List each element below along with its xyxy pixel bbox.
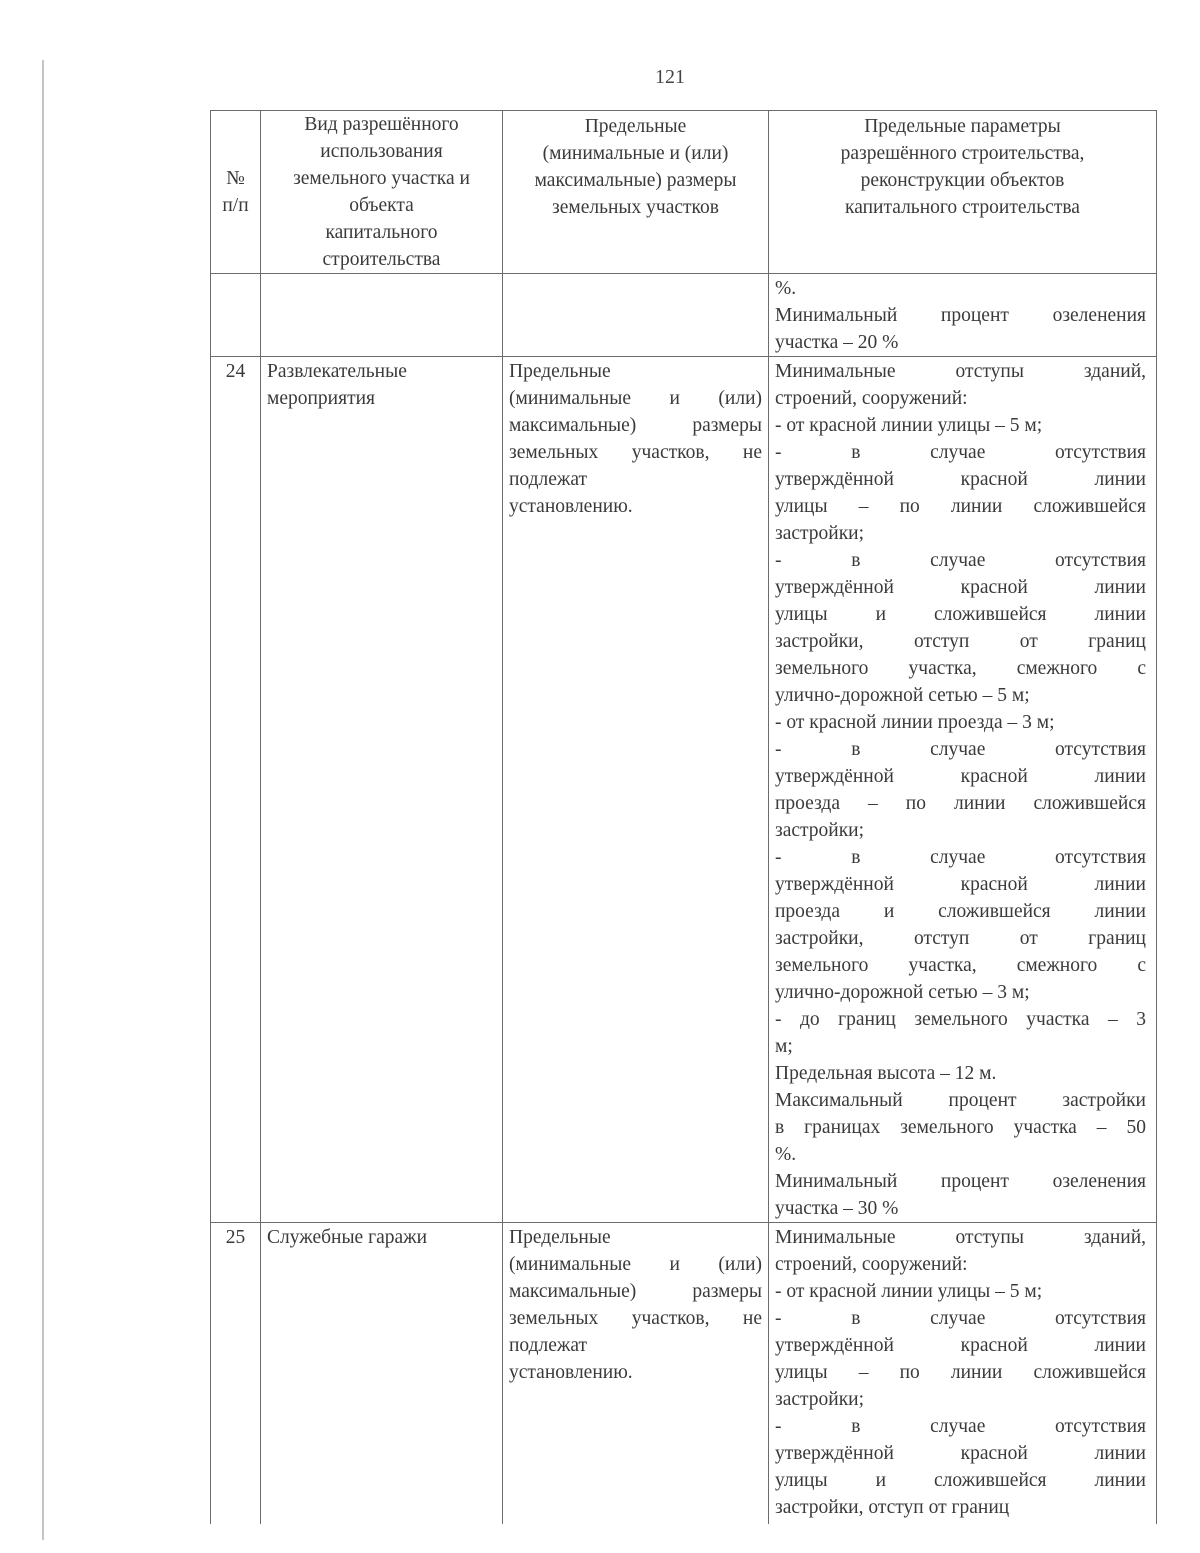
cell-line: максимальные) размеры	[534, 170, 737, 191]
table-container	[196, 108, 1162, 1524]
cell-line: проезда и сложившейся линии	[775, 901, 1146, 922]
cell-line: (минимальные и (или)	[509, 388, 762, 409]
cell-line: улицы – по линии сложившейся	[775, 496, 1146, 517]
cell-line: утверждённой красной линии	[775, 766, 1146, 787]
cell-plot-sizes	[503, 1223, 769, 1525]
cell-line: установлению.	[509, 496, 633, 517]
cell-line: Минимальный процент озеленения	[775, 1171, 1146, 1192]
cell-line: улицы – по линии сложившейся	[775, 1362, 1146, 1383]
cell-line: - в случае отсутствия	[775, 550, 1146, 571]
cell-num	[211, 274, 261, 357]
cell-line: Предельные	[509, 361, 611, 382]
cell-line: улично-дорожной сетью – 3 м;	[775, 982, 1030, 1003]
cell-line: - от красной линии улицы – 5 м;	[775, 415, 1043, 436]
table-row-continuation	[211, 274, 1157, 357]
table-row-24	[211, 357, 1157, 1223]
header-plot-sizes	[503, 111, 769, 274]
cell-line: строений, сооружений:	[775, 388, 968, 409]
cell-line: Минимальные отступы зданий,	[775, 1227, 1146, 1248]
cell-build-params	[769, 357, 1157, 1223]
cell-use-type	[261, 1223, 503, 1525]
cell-line: Развлекательные	[267, 361, 407, 382]
cell-line: %.	[775, 278, 797, 299]
header-build-params	[769, 111, 1157, 274]
cell-use-type	[261, 357, 503, 1223]
cell-line: использования	[320, 141, 443, 162]
cell-line: земельных участков, не	[509, 442, 762, 463]
cell-line: проезда – по линии сложившейся	[775, 793, 1146, 814]
cell-line: застройки, отступ от границ	[775, 631, 1146, 652]
cell-line: Минимальные отступы зданий,	[775, 361, 1146, 382]
cell-line: Вид разрешённого	[304, 114, 459, 135]
cell-build-params	[769, 1223, 1157, 1525]
cell-line: земельного участка и	[293, 168, 470, 189]
cell-line: - от красной линии улицы – 5 м;	[775, 1281, 1043, 1302]
cell-line: застройки, отступ от границ	[775, 1497, 1010, 1518]
cell-line: капитального	[325, 222, 438, 243]
cell-plot-sizes	[503, 274, 769, 357]
table-header-row	[211, 111, 1157, 274]
cell-line: - в случае отсутствия	[775, 739, 1146, 760]
cell-line: максимальные) размеры	[509, 415, 762, 436]
cell-line: подлежат	[509, 469, 588, 490]
cell-line: улицы и сложившейся линии	[775, 604, 1146, 625]
cell-line: земельных участков	[552, 197, 719, 218]
zoning-table	[210, 110, 1157, 1524]
cell-line: застройки;	[775, 1389, 865, 1410]
cell-line: объекта	[349, 195, 414, 216]
cell-build-params	[769, 274, 1157, 357]
cell-line: в границах земельного участка – 50	[775, 1117, 1146, 1138]
cell-line: утверждённой красной линии	[775, 1443, 1146, 1464]
cell-line: строений, сооружений:	[775, 1254, 968, 1275]
cell-line: установлению.	[509, 1362, 633, 1383]
cell-line: - в случае отсутствия	[775, 1308, 1146, 1329]
cell-line: земельного участка, смежного с	[775, 658, 1146, 679]
cell-line: Служебные гаражи	[267, 1227, 428, 1248]
cell-line: (минимальные и (или)	[509, 1254, 762, 1275]
cell-line: утверждённой красной линии	[775, 874, 1146, 895]
cell-line: застройки;	[775, 820, 865, 841]
left-margin-line	[42, 60, 44, 1540]
cell-use-type	[261, 274, 503, 357]
table-row-25	[211, 1223, 1157, 1525]
header-use-type	[261, 111, 503, 274]
cell-line: м;	[775, 1036, 793, 1057]
cell-line: - в случае отсутствия	[775, 1416, 1146, 1437]
cell-line: - в случае отсутствия	[775, 442, 1146, 463]
cell-plot-sizes	[503, 357, 769, 1223]
cell-line: строительства	[322, 249, 441, 270]
cell-line: разрешённого строительства,	[840, 143, 1085, 164]
cell-line: застройки, отступ от границ	[775, 928, 1146, 949]
cell-num: 25	[211, 1223, 261, 1525]
page-number: 121	[655, 66, 685, 88]
cell-num: 24	[211, 357, 261, 1223]
cell-line: реконструкции объектов	[860, 170, 1065, 191]
cell-line: максимальные) размеры	[509, 1281, 762, 1302]
cell-line: улично-дорожной сетью – 5 м;	[775, 685, 1030, 706]
cell-line: утверждённой красной линии	[775, 1335, 1146, 1356]
cell-line: Предельные	[509, 1227, 611, 1248]
header-num: № п/п	[211, 111, 261, 274]
cell-line: Предельные	[584, 116, 687, 137]
cell-line: мероприятия	[267, 388, 376, 409]
cell-line: подлежат	[509, 1335, 588, 1356]
cell-line: Максимальный процент застройки	[775, 1090, 1146, 1111]
cell-line: капитального строительства	[845, 197, 1080, 218]
cell-line: Предельные параметры	[864, 116, 1061, 137]
cell-line: утверждённой красной линии	[775, 577, 1146, 598]
cell-line: земельных участков, не	[509, 1308, 762, 1329]
cell-line: - в случае отсутствия	[775, 847, 1146, 868]
cell-line: %.	[775, 1144, 797, 1165]
cell-line: участка – 20 %	[775, 332, 899, 353]
cell-line: земельного участка, смежного с	[775, 955, 1146, 976]
cell-line: улицы и сложившейся линии	[775, 1470, 1146, 1491]
cell-line: (минимальные и (или)	[542, 143, 729, 164]
cell-line: застройки;	[775, 523, 865, 544]
cell-line: утверждённой красной линии	[775, 469, 1146, 490]
cell-line: Предельная высота – 12 м.	[775, 1063, 997, 1084]
cell-line: участка – 30 %	[775, 1198, 899, 1219]
cell-line: - от красной линии проезда – 3 м;	[775, 712, 1055, 733]
cell-line: - до границ земельного участка – 3	[775, 1009, 1146, 1030]
cell-line: Минимальный процент озеленения	[775, 305, 1146, 326]
